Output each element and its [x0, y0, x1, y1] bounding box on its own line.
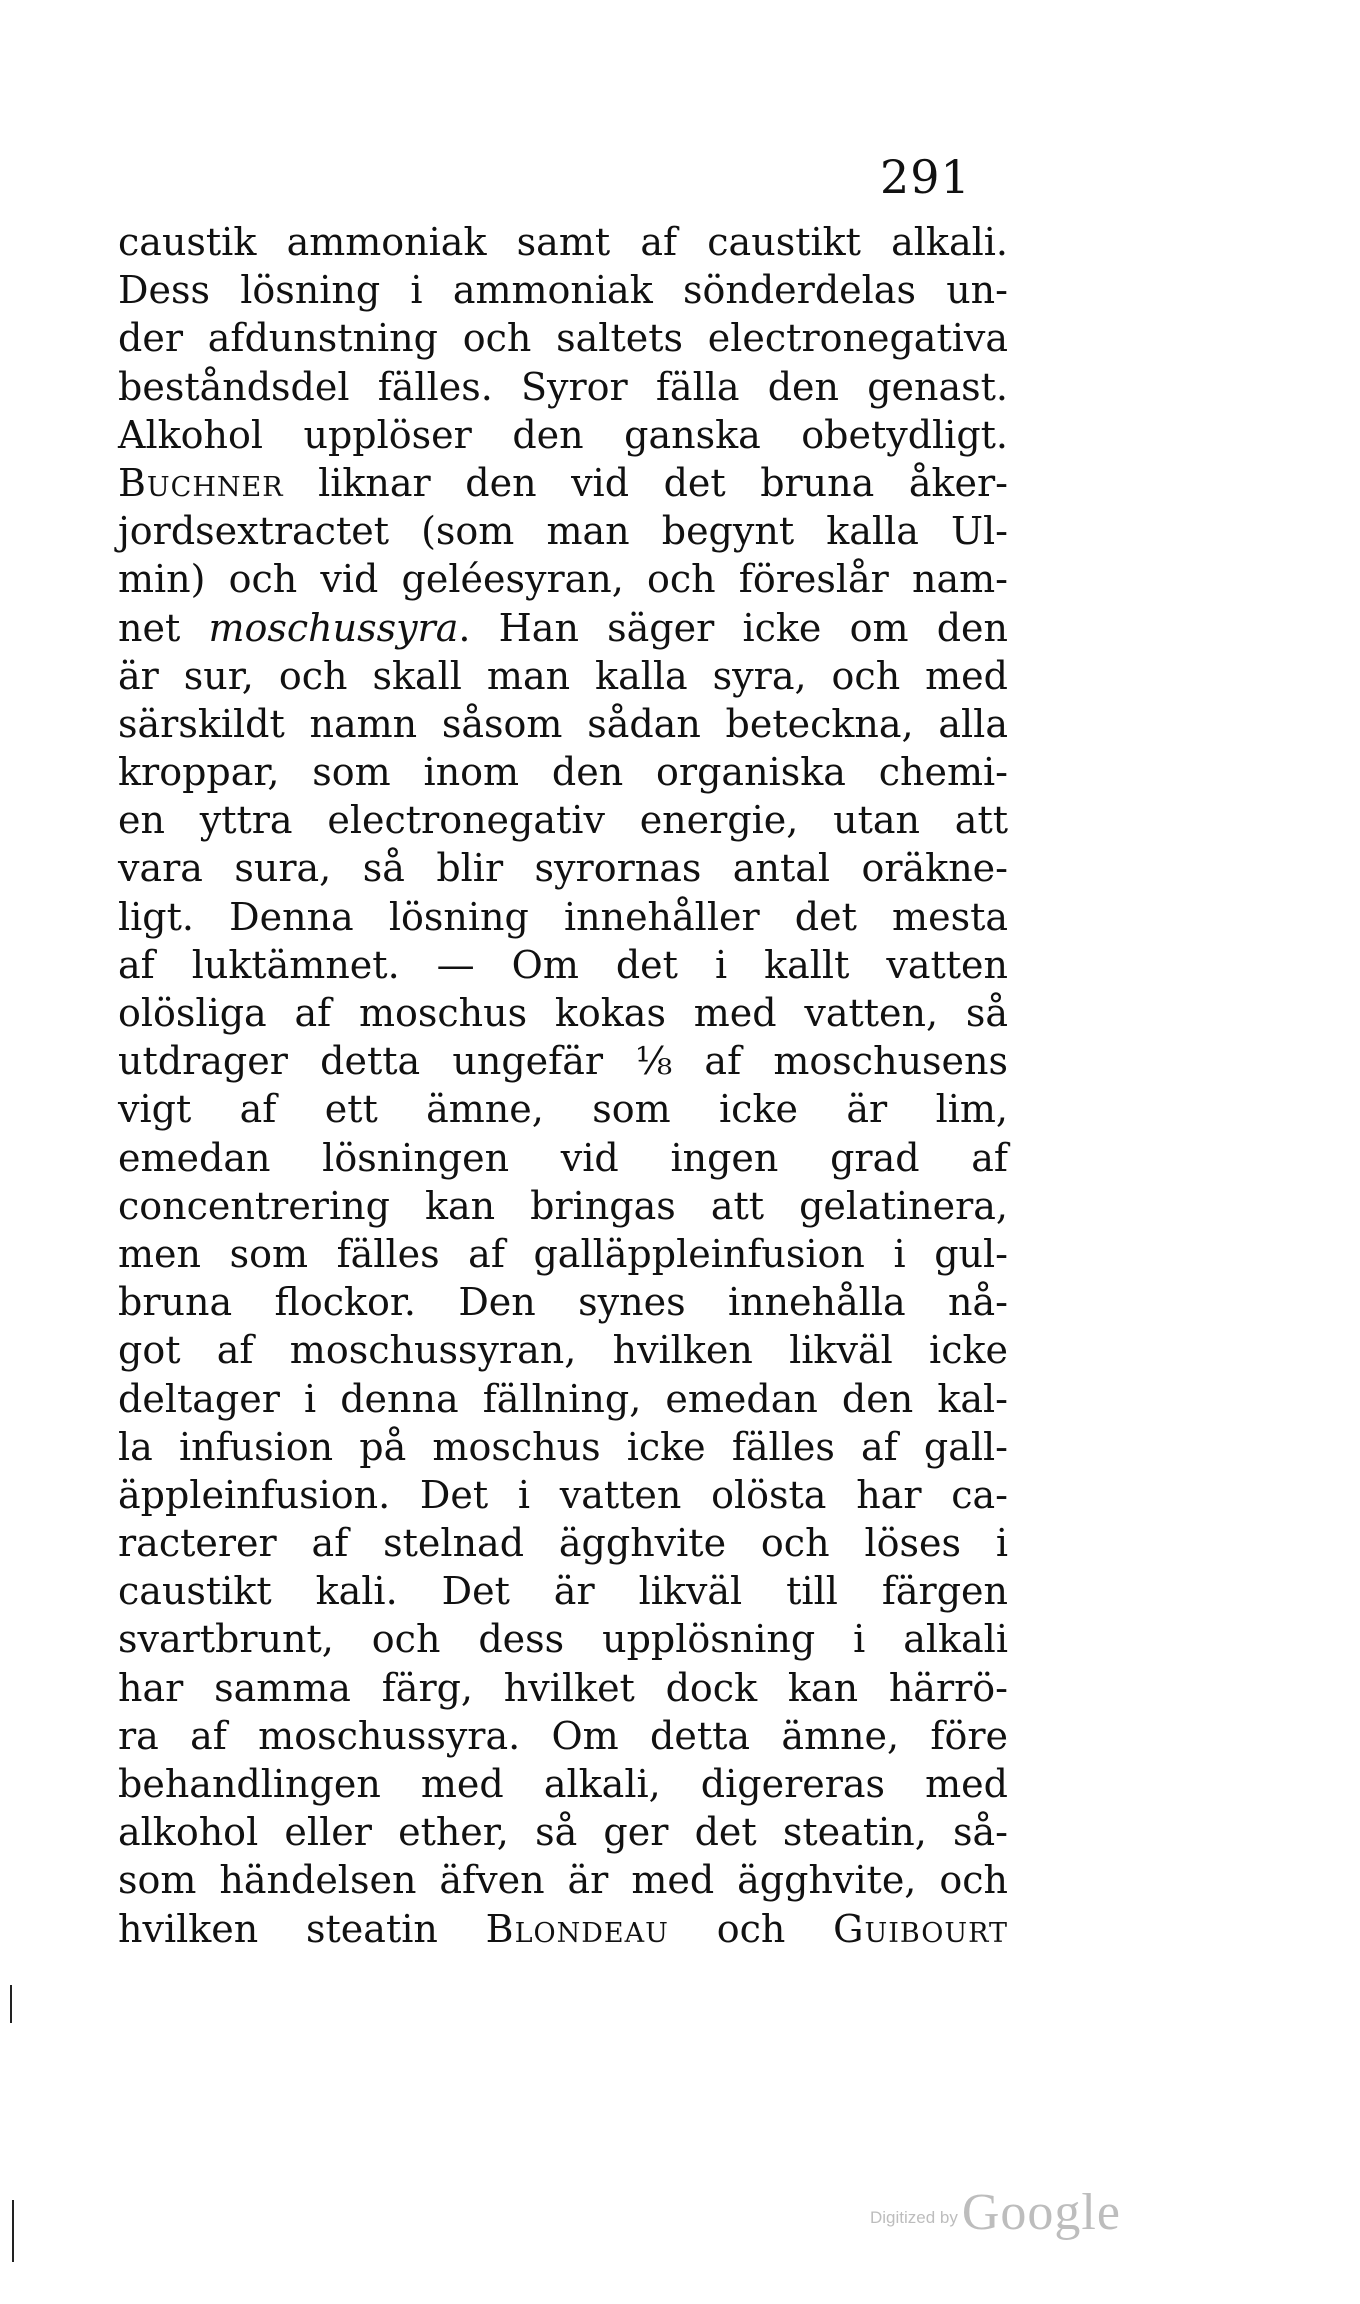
- text-line: got af moschussyran, hvilken likväl icke: [118, 1328, 1008, 1373]
- text-line: Alkohol upplöser den ganska obetydligt.: [118, 412, 1008, 457]
- text-line: en yttra electronegativ energie, utan att: [118, 798, 1008, 843]
- text-line: emedan lösningen vid ingen grad af: [118, 1135, 1008, 1180]
- text-line: caustikt kali. Det är likväl till färgen: [118, 1569, 1008, 1614]
- text-segment: af moschusens: [672, 1039, 1009, 1084]
- text-line: äppleinfusion. Det i vatten olösta har ca-: [118, 1472, 1008, 1517]
- fraction: ⅛: [635, 1039, 673, 1084]
- text-line: olösliga af moschus kokas med vatten, så: [118, 991, 1008, 1035]
- text-line: ra af moschussyra. Om detta ämne, före: [118, 1713, 1008, 1758]
- text-line: kroppar, som inom den organiska chemi-: [118, 750, 1008, 795]
- text-line: som händelsen äfven är med ägghvite, och: [118, 1858, 1008, 1903]
- text-line: har samma färg, hvilket dock kan härrö-: [118, 1665, 1008, 1710]
- text-line: Dess lösning i ammoniak sönderdelas un-: [118, 268, 1008, 313]
- page-number: 291: [880, 150, 971, 204]
- text-line: caustik ammoniak samt af caustikt alkali.: [118, 220, 1008, 264]
- scan-mark-left-upper: [10, 1985, 12, 2023]
- text-line: vigt af ett ämne, som icke är lim,: [118, 1087, 1008, 1132]
- text-line: behandlingen med alkali, digereras med: [118, 1762, 1008, 1806]
- text-line: jordsextractet (som man begynt kalla Ul-: [118, 509, 1008, 554]
- author-name-buchner: Buchner: [118, 460, 284, 505]
- text-line: vara sura, så blir syrornas antal oräkne-: [118, 846, 1008, 891]
- digitization-watermark: [870, 2183, 1121, 2242]
- text-line: min) och vid geléesyran, och föreslår nam-: [118, 557, 1008, 602]
- author-name-guibourt: Guibourt: [833, 1906, 1008, 1951]
- text-segment: och: [668, 1906, 834, 1951]
- text-line: svartbrunt, och dess upplösning i alkali: [118, 1617, 1008, 1662]
- text-line: concentrering kan bringas att gelatinera,: [118, 1183, 1008, 1228]
- text-line: deltager i denna fällning, emedan den kal-: [118, 1376, 1008, 1421]
- text-line: der afdunstning och saltets electronegativa: [118, 316, 1008, 361]
- italic-term: moschussyra: [208, 605, 459, 650]
- text-segment: net: [118, 605, 209, 650]
- text-line: bruna flockor. Den synes innehålla nå-: [118, 1280, 1008, 1325]
- text-line: af luktämnet. — Om det i kallt vatten: [118, 942, 1008, 987]
- text-line: beståndsdel fälles. Syror fälla den genast.: [118, 364, 1008, 409]
- scan-mark-left-lower: [12, 2200, 14, 2262]
- google-logo: Google: [961, 2184, 1121, 2241]
- body-text: [118, 218, 1008, 1953]
- text-line: är sur, och skall man kalla syra, och med: [118, 653, 1008, 698]
- text-line: [118, 1037, 1008, 1085]
- text-segment: . Han säger icke om den: [458, 605, 1008, 650]
- text-segment: utdrager detta ungefär: [118, 1039, 636, 1084]
- text-line: [118, 459, 1008, 507]
- text-segment: liknar den vid det bruna åker-: [283, 460, 1008, 505]
- text-line: alkohol eller ether, så ger det steatin, så-: [118, 1810, 1008, 1855]
- text-line: men som fälles af galläppleinfusion i gul-: [118, 1231, 1008, 1276]
- text-line: [118, 1905, 1008, 1953]
- author-name-blondeau: Blondeau: [485, 1906, 669, 1951]
- text-line: la infusion på moschus icke fälles af gall-: [118, 1424, 1008, 1469]
- text-line: racterer af stelnad ägghvite och löses i: [118, 1521, 1008, 1566]
- text-line: ligt. Denna lösning innehåller det mesta: [118, 894, 1008, 939]
- text-segment: hvilken steatin: [118, 1906, 486, 1951]
- text-line: särskildt namn såsom sådan beteckna, alla: [118, 701, 1008, 746]
- watermark-prefix: Digitized by: [870, 2208, 958, 2227]
- text-line: [118, 604, 1008, 652]
